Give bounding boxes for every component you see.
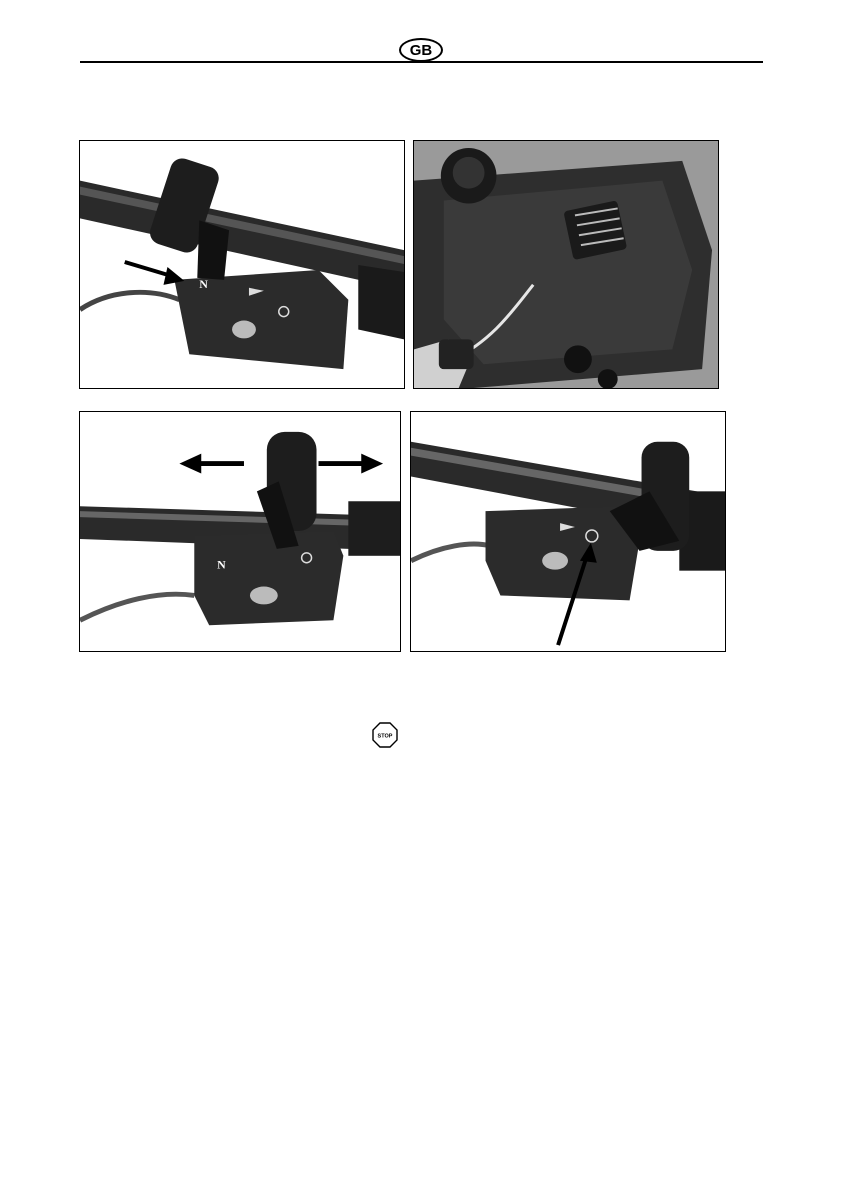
photo-engine-cable <box>413 140 719 389</box>
neutral-label: N <box>217 557 226 572</box>
stop-sign-icon <box>372 722 398 748</box>
neutral-label: N <box>199 276 208 291</box>
photo-throttle-lever-stop <box>410 411 726 652</box>
stop-text: STOP <box>377 733 393 740</box>
header-rule <box>80 61 763 63</box>
photo-throttle-lever-move <box>79 411 401 652</box>
language-badge: GB <box>399 38 443 62</box>
photo-throttle-lever-neutral <box>79 140 405 389</box>
